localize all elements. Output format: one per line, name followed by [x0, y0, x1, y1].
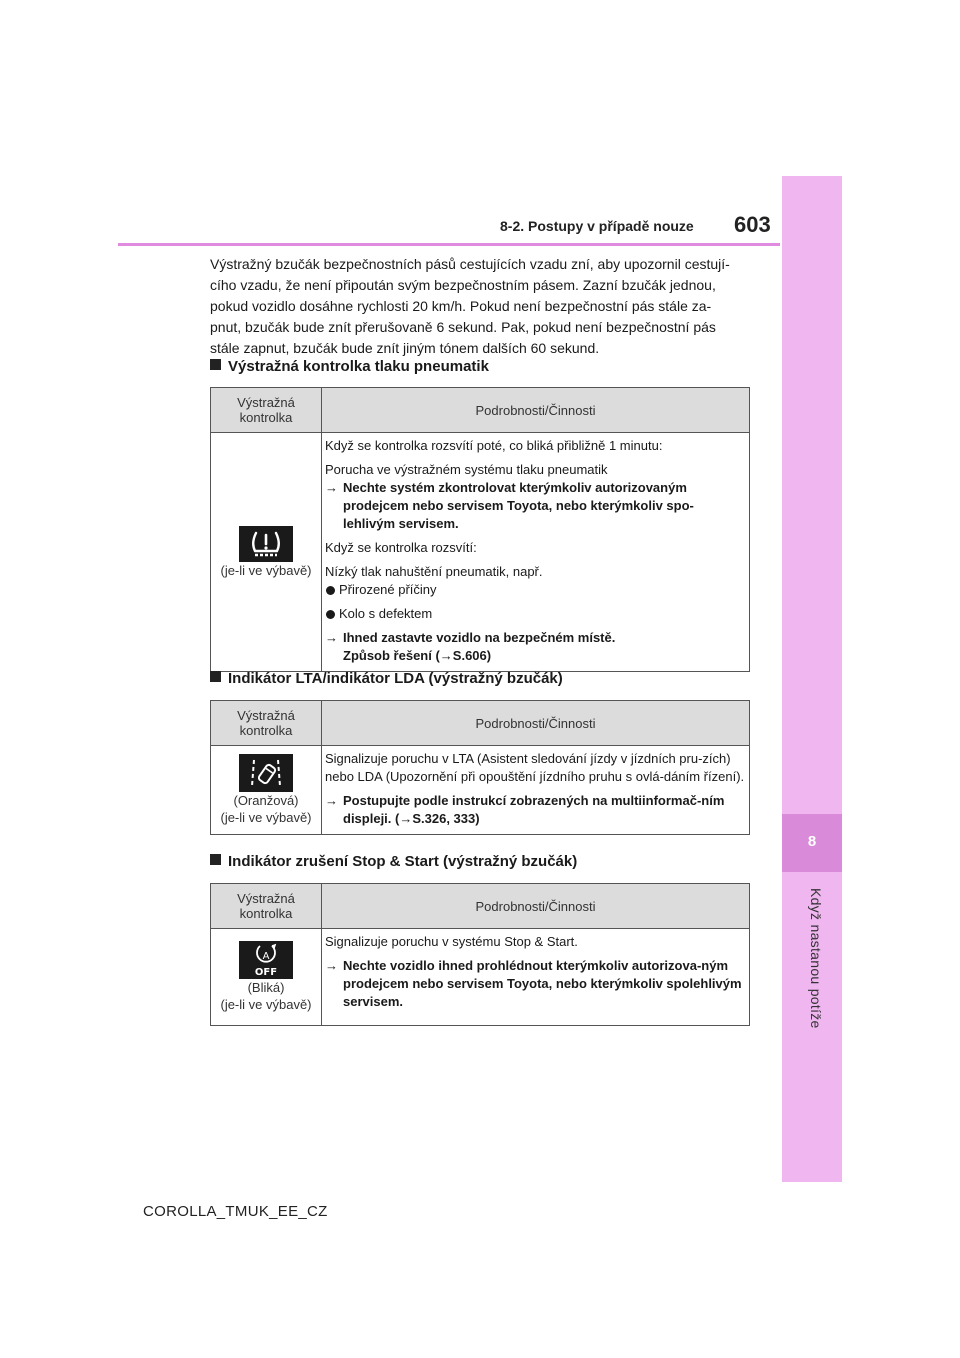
chapter-title: Když nastanou potíže — [808, 888, 824, 1029]
icon-label: (je-li ve výbavě) — [220, 562, 312, 578]
section-heading-text: Výstražná kontrolka tlaku pneumatik — [228, 358, 489, 375]
details-cell — [322, 433, 750, 672]
detail-text: Porucha ve výstražném systému tlaku pneumatik — [325, 462, 608, 477]
col-header-warning-light: Výstražná kontrolka — [211, 701, 322, 746]
intro-line: cího vzadu, že není připoután svým bezpečnostním pásem. Zazní bzučák jednou, — [210, 277, 716, 293]
action-item — [325, 479, 745, 533]
arrow-icon: → — [325, 630, 338, 645]
intro-line: stále zapnut, bzučák bude znít jiným tónem dalších 60 sekund. — [210, 340, 600, 356]
warning-light-cell — [211, 433, 322, 672]
intro-line: Výstražný bzučák bezpečnostních pásů cestujících vzadu zní, aby upozornil cestují- — [210, 256, 730, 272]
warning-light-cell — [211, 746, 322, 835]
table-header-row — [211, 388, 750, 433]
details-cell — [322, 929, 750, 1026]
warning-table-stop-start — [210, 883, 750, 1026]
detail-text: Když se kontrolka rozsvítí: — [325, 540, 477, 555]
section-heading-lta-lda — [210, 670, 563, 687]
arrow-icon: → — [325, 793, 338, 808]
col-header-details: Podrobnosti/Činnosti — [322, 701, 750, 746]
icon-label: (Oranžová) — [233, 793, 299, 808]
warning-light-cell — [211, 929, 322, 1026]
action-text: Nechte vozidlo ihned prohlédnout kterýmkoliv autorizova-ným prodejcem nebo servisem Toyota, nebo kterýmkoliv spolehlivým servisem. — [343, 958, 742, 1009]
icon-off-text: OFF — [254, 967, 278, 978]
chapter-number: 8 — [807, 833, 817, 850]
bullet-item: Přirozené příčiny — [325, 581, 745, 599]
intro-line: pnut, bzučák bude znít přerušovaně 6 sekund. Pak, pokud není bezpečnostní pás — [210, 319, 716, 335]
square-bullet-icon — [210, 671, 221, 682]
square-bullet-icon — [210, 359, 221, 370]
col-header-details: Podrobnosti/Činnosti — [322, 884, 750, 929]
warning-table-lta-lda — [210, 700, 750, 835]
header-divider — [118, 243, 780, 246]
bullet-item: Kolo s defektem — [325, 605, 745, 623]
table-row — [211, 929, 750, 1026]
action-item — [325, 792, 745, 828]
stop-start-off-icon — [239, 941, 293, 979]
footer-doc-code: COROLLA_TMUK_EE_CZ — [143, 1203, 328, 1220]
table-row — [211, 746, 750, 835]
lane-departure-alert-icon — [239, 754, 293, 792]
svg-text:A: A — [262, 951, 270, 962]
icon-label: (je-li ve výbavě) — [220, 810, 312, 825]
table-header-row — [211, 701, 750, 746]
action-text: Ihned zastavte vozidlo na bezpečném místě. — [343, 630, 616, 645]
section-heading-text: Indikátor LTA/indikátor LDA (výstražný bzučák) — [228, 670, 563, 687]
table-header-row — [211, 884, 750, 929]
chapter-side-tab — [782, 176, 842, 1182]
page-number: 603 — [734, 212, 771, 237]
action-item — [325, 629, 745, 665]
detail-text: Signalizuje poruchu v systému Stop & Start. — [325, 934, 578, 949]
icon-label: (Bliká) — [247, 980, 285, 995]
action-text: Způsob řešení (→S.606) — [343, 648, 492, 663]
action-text: Postupujte podle instrukcí zobrazených na multiinformač-ním displeji. (→S.326, 333) — [343, 793, 725, 826]
square-bullet-icon — [210, 854, 221, 865]
section-title: 8-2. Postupy v případě nouze — [500, 218, 694, 234]
table-row — [211, 433, 750, 672]
warning-table-tire-pressure — [210, 387, 750, 672]
col-header-warning-light: Výstražná kontrolka — [211, 884, 322, 929]
section-heading-text: Indikátor zrušení Stop & Start (výstražný bzučák) — [228, 853, 578, 870]
arrow-icon: → — [325, 480, 338, 495]
action-item — [325, 957, 745, 1011]
detail-text: Když se kontrolka rozsvítí poté, co bliká přibližně 1 minutu: — [325, 438, 663, 453]
intro-line: pokud vozidlo dosáhne rychlosti 20 km/h. Pokud není bezpečnostní pás stále za- — [210, 298, 712, 314]
col-header-details: Podrobnosti/Činnosti — [322, 388, 750, 433]
tire-pressure-warning-icon — [239, 526, 293, 562]
icon-label: (je-li ve výbavě) — [220, 997, 312, 1012]
arrow-icon: → — [325, 958, 338, 973]
details-cell — [322, 746, 750, 835]
col-header-warning-light: Výstražná kontrolka — [211, 388, 322, 433]
section-heading-tire-pressure — [210, 358, 489, 375]
section-heading-stop-start — [210, 853, 577, 870]
detail-text: Nízký tlak nahuštění pneumatik, např. — [325, 564, 543, 579]
detail-text: Signalizuje poruchu v LTA (Asistent sledování jízdy v jízdních pru-zích) nebo LDA (Upozornění při opouštění jízdního pruhu s ovlá-dáním řízení). — [325, 751, 745, 784]
intro-paragraph — [210, 254, 755, 359]
action-text: Nechte systém zkontrolovat kterýmkoliv autorizovaným prodejcem nebo servisem Toyota, nebo kterýmkoliv spo-lehlivým servisem. — [343, 480, 694, 531]
